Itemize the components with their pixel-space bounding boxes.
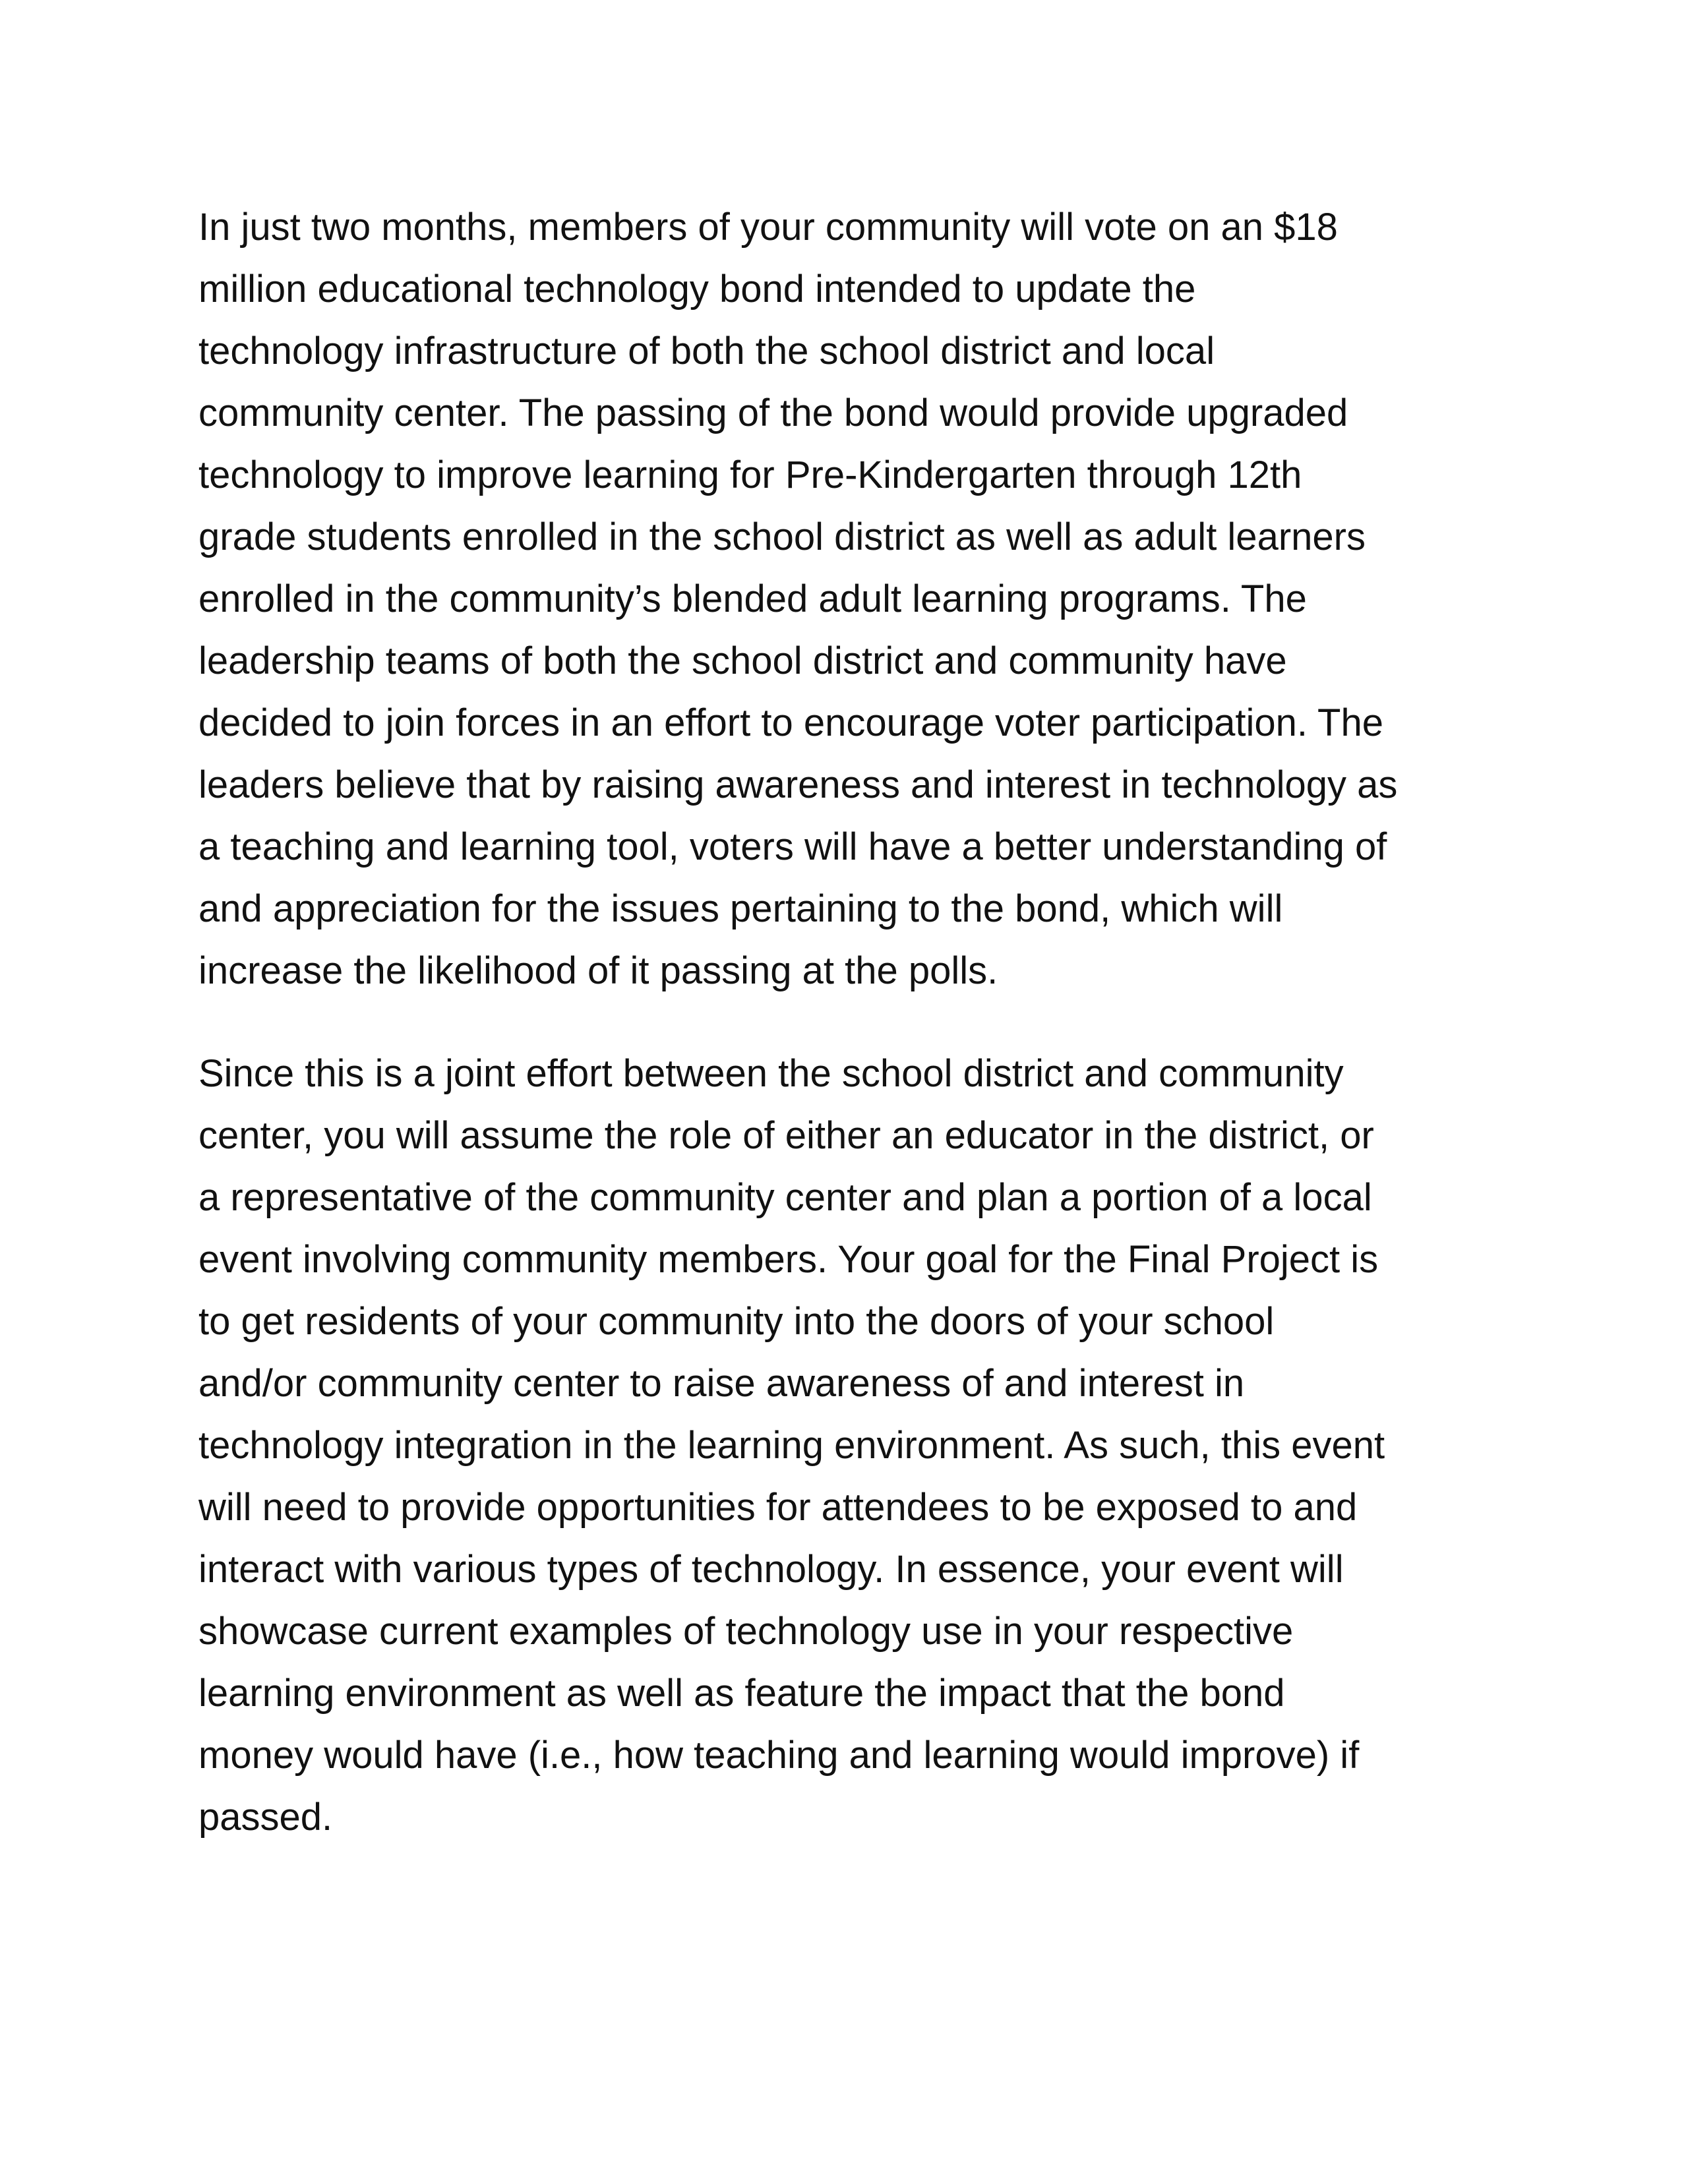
text-line: technology infrastructure of both the school district and local	[198, 330, 1215, 372]
text-line: increase the likelihood of it passing at the polls.	[198, 949, 998, 992]
text-line: million educational technology bond intended to update the	[198, 268, 1196, 310]
text-line: a teaching and learning tool, voters will have a better understanding of	[198, 825, 1387, 868]
text-line: and appreciation for the issues pertaining to the bond, which will	[198, 887, 1283, 930]
text-line: technology to improve learning for Pre-Kindergarten through 12th	[198, 454, 1302, 496]
text-line: grade students enrolled in the school district as well as adult learners	[198, 516, 1366, 558]
text-line: event involving community members. Your goal for the Final Project is	[198, 1238, 1379, 1281]
text-line: will need to provide opportunities for attendees to be exposed to and	[198, 1486, 1358, 1529]
text-line: passed.	[198, 1796, 333, 1839]
text-line: learning environment as well as feature the impact that the bond	[198, 1672, 1285, 1715]
text-line: technology integration in the learning environment. As such, this event	[198, 1424, 1385, 1467]
text-line: interact with various types of technology. In essence, your event will	[198, 1548, 1344, 1591]
paragraph-1	[198, 196, 1504, 1002]
text-line: showcase current examples of technology use in your respective	[198, 1610, 1294, 1653]
text-line: a representative of the community center and plan a portion of a local	[198, 1176, 1372, 1219]
text-line: Since this is a joint effort between the school district and community	[198, 1052, 1344, 1095]
text-line: center, you will assume the role of either an educator in the district, or	[198, 1114, 1374, 1157]
paragraph-spacer	[198, 1002, 1504, 1043]
text-line: community center. The passing of the bond would provide upgraded	[198, 392, 1348, 434]
text-line: In just two months, members of your community will vote on an $18	[198, 206, 1338, 249]
text-line: and/or community center to raise awareness of and interest in	[198, 1362, 1245, 1405]
text-line: to get residents of your community into the doors of your school	[198, 1300, 1275, 1343]
text-line: decided to join forces in an effort to encourage voter participation. The	[198, 701, 1383, 744]
text-line: leadership teams of both the school district and community have	[198, 639, 1287, 682]
text-line: enrolled in the community’s blended adult learning programs. The	[198, 577, 1307, 620]
text-line: money would have (i.e., how teaching and learning would improve) if	[198, 1734, 1360, 1777]
paragraph-2	[198, 1043, 1504, 1848]
document-body	[198, 196, 1504, 1848]
text-line: leaders believe that by raising awareness and interest in technology as	[198, 763, 1398, 806]
